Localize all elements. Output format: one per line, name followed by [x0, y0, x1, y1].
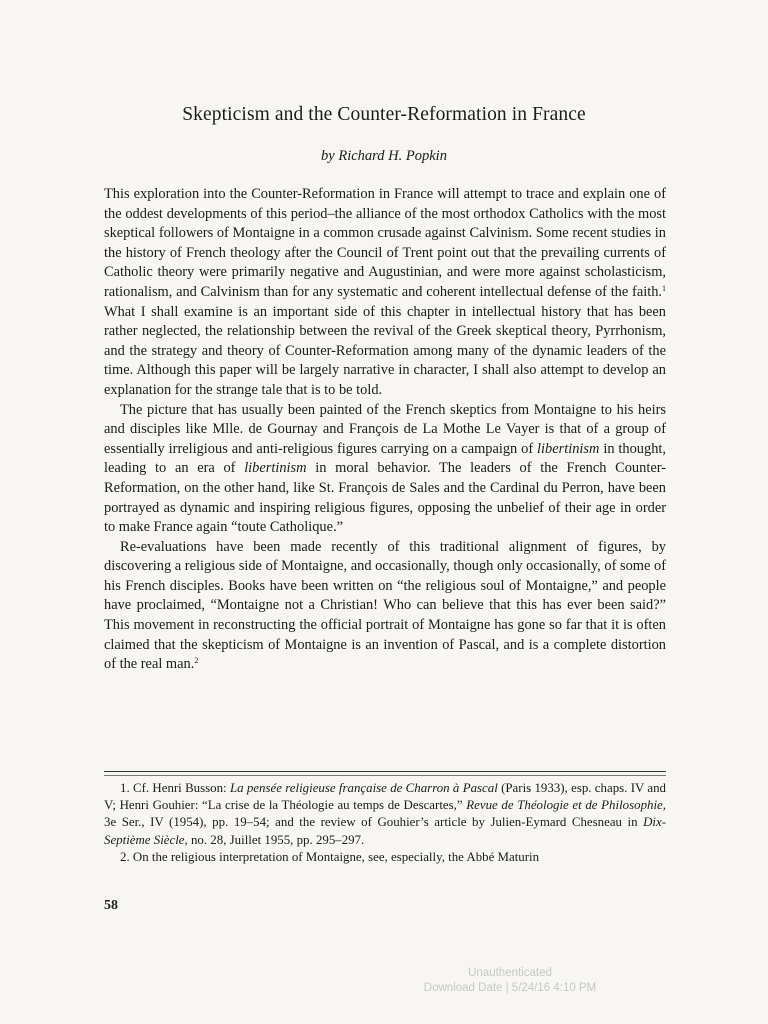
watermark-line-2: Download Date | 5/24/16 4:10 PM [423, 982, 597, 994]
paragraph-2-text-b: in thought, leading to an era of [104, 440, 666, 477]
article-body [104, 185, 666, 675]
paragraph-2-italic-2: libertinism [244, 460, 307, 477]
footnotes [104, 780, 666, 866]
paragraph-3 [104, 538, 666, 675]
paragraph-2-italic-1: libertinism [537, 440, 600, 457]
paragraph-2-text-c: in moral behavior. The leaders of the French Counter-Reformation, on the other hand, like St. François de Sales and the Cardinal du Perron, have been portrayed as dynamic and inspiring religious figures, opposing the unbelief of their age in order to make France again “toute Catholique.” [104, 460, 666, 536]
footnote-ref-2: 2 [194, 656, 199, 666]
footnote-1-italic-1: La pensée religieuse française de Charron à Pascal [229, 781, 498, 795]
download-watermark [402, 966, 618, 996]
footnote-1-italic-3: Dix-Septième Siècle, [104, 815, 666, 847]
paragraph-1 [104, 185, 666, 401]
paragraph-1-text-end: What I shall examine is an important side of this chapter in intellectual history that has been rather neglected, the relationship between the revival of the Greek skeptical theory, Pyrrhonism, and the strategy and theory of Counter-Reformation among many of the dynamic leaders of the time. Although this paper will be largely narrative in character, I shall also attempt to develop an explanation for the strange tale that is to be told. [104, 303, 666, 398]
paragraph-1-text: This exploration into the Counter-Reformation in France will attempt to trace and explain one of the oddest developments of this period–the alliance of the most orthodox Catholics with the most skeptical followers of Montaigne in a common crusade against Calvinism. Some recent studies in the history of French theology after the Council of Trent point out that the prevailing currents of Catholic theory were primarily negative and Augustinian, and were more against scholasticism, rationalism, and Calvinism than for any systematic and coherent intellectual defense of the faith. [104, 186, 666, 300]
paragraph-2-text-a: The picture that has usually been painted of the French skeptics from Montaigne to his heirs and disciples like Mlle. de Gournay and François de La Mothe Le Vayer is that of a group of essentially irreligious and anti-religious figures carrying on a campaign of [104, 401, 666, 457]
paragraph-3-text: Re-evaluations have been made recently of this traditional alignment of figures, by discovering a religious side of Montaigne, and occasionally, though only occasionally, of some of his French disciples. Books have been written on “the religious soul of Montaigne,” and people have proclaimed, “Montaigne not a Christian! Who can believe that this has ever been said?” This movement in reconstructing the official portrait of Montaigne has gone so far that it is often claimed that the skepticism of Montaigne is an invention of Pascal, and is a complete distortion of the real man. [104, 538, 666, 673]
article-title: Skepticism and the Counter-Reformation in France [182, 104, 586, 125]
footnote-ref-1: 1 [662, 283, 666, 293]
footnote-1-text-a: 1. Cf. Henri Busson: [120, 781, 230, 795]
footnote-2: 2. On the religious interpretation of Montaigne, see, especially, the Abbé Maturin [120, 849, 540, 864]
footnote-1-text-b: (Paris 1933), esp. chaps. IV and V; Henri Gouhier: “La crise de la Théologie au temps de Descartes,” [104, 781, 666, 813]
footnote-1-text-c: 3e Ser., IV (1954), pp. 19–54; and the review of Gouhier’s article by Julien-Eymard Chesneau in [104, 815, 644, 830]
footnote-divider-second [104, 775, 666, 776]
footnote-1-text-d: no. 28, Juillet 1955, pp. 295–297. [187, 832, 365, 847]
author-byline: by Richard H. Popkin [321, 148, 447, 164]
footnote-divider [104, 771, 666, 772]
footnote-1-italic-2: Revue de Théologie et de Philosophie, [466, 798, 666, 813]
page-number: 58 [104, 898, 118, 913]
watermark-line-1: Unauthenticated [468, 967, 552, 979]
footnote-1 [104, 780, 666, 849]
paragraph-2 [104, 401, 666, 538]
